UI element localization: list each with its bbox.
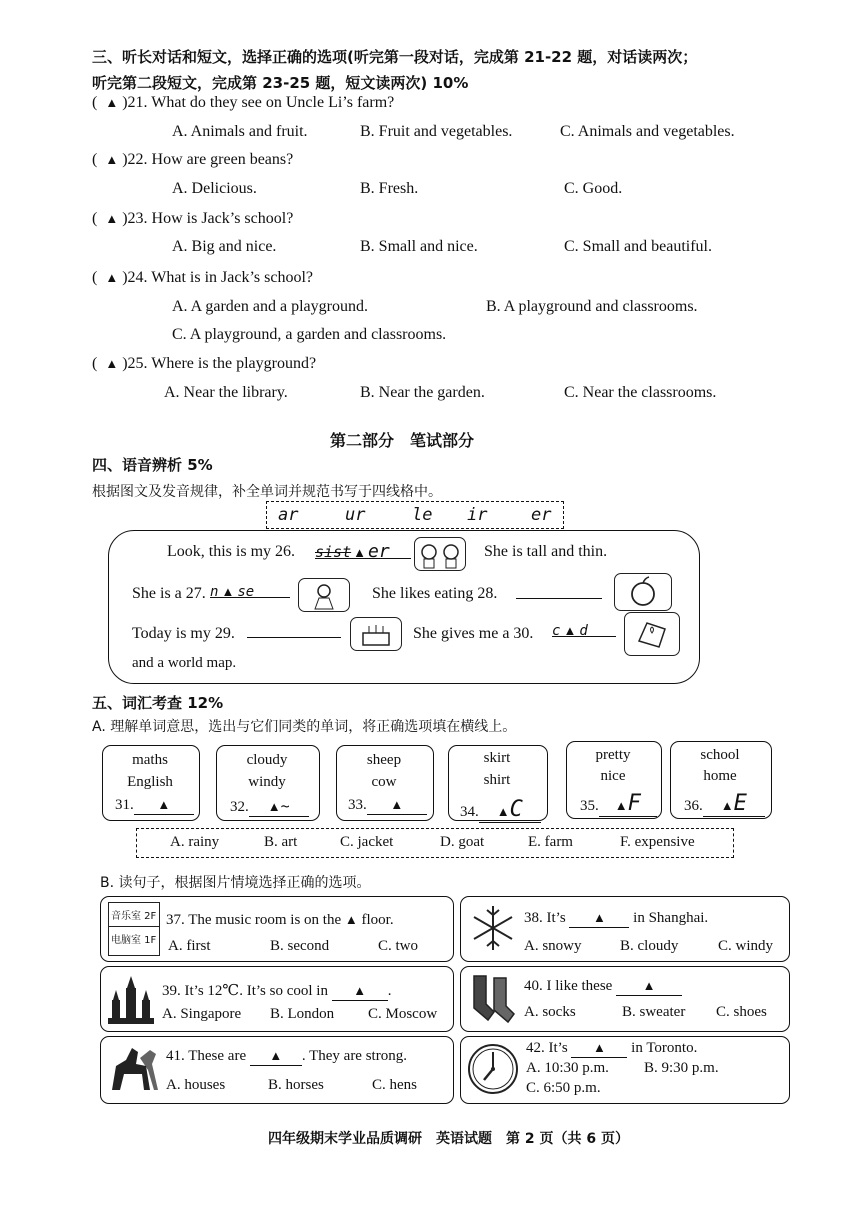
section5-title: 五、词汇考查 12%	[92, 694, 224, 712]
letter-group-ur: ur	[345, 505, 366, 525]
clock-icon	[464, 1040, 522, 1103]
option-d-goat: D. goat	[440, 834, 485, 850]
section4-title: 四、语音辨析 5%	[92, 456, 213, 474]
option-22b: B. Fresh.	[360, 180, 419, 197]
story-line-27: She is a 27.	[132, 585, 206, 602]
socks-icon	[466, 970, 520, 1031]
card-picture-icon	[624, 612, 680, 656]
question-22: ( ▲ )22. How are green beans?	[92, 151, 294, 168]
answer-mark[interactable]: ▲	[105, 152, 119, 167]
answer-mark[interactable]: ▲	[105, 211, 119, 226]
option-21c: C. Animals and vegetables.	[560, 123, 735, 140]
option-21a: A. Animals and fruit.	[172, 123, 308, 140]
item-40-question: 40. I like these ▲	[524, 978, 682, 996]
section3-title-line2: 听完第二段短文，完成第 23-25 题，短文读两次) 10%	[92, 74, 469, 92]
kremlin-icon	[104, 970, 158, 1033]
part-b-instruction: B. 读句子，根据图片情境选择正确的选项。	[100, 875, 371, 891]
option-24b: B. A playground and classrooms.	[486, 298, 698, 315]
item-41-question: 41. These are ▲ . They are strong.	[166, 1048, 407, 1064]
question-23: ( ▲ )23. How is Jack’s school?	[92, 210, 294, 227]
option-25b: B. Near the garden.	[360, 384, 485, 401]
option-25c: C. Near the classrooms.	[564, 384, 717, 401]
item-42-opt-c: C. 6:50 p.m.	[526, 1080, 601, 1096]
option-23b: B. Small and nice.	[360, 238, 478, 255]
letter-group-er: er	[531, 505, 552, 525]
item-41-opt-c: C. hens	[372, 1077, 417, 1093]
letter-group-le: le	[412, 505, 433, 525]
blank-26[interactable]: sist ▲ er	[315, 541, 411, 559]
room-sign-icon: 音乐室 2F 电脑室 1F	[108, 902, 160, 956]
blank-30[interactable]: c ▲ d	[552, 622, 616, 637]
blank-29[interactable]	[247, 637, 341, 638]
part-a-instruction: A. 理解单词意思，选出与它们同类的单词，将正确选项填在横线上。	[92, 719, 517, 735]
story-line-26-end: She is tall and thin.	[484, 543, 608, 560]
item-40-opt-a: A. socks	[524, 1004, 576, 1020]
answer-35[interactable]: 35. ▲F	[580, 791, 657, 817]
option-23a: A. Big and nice.	[172, 238, 277, 255]
item-37-opt-b: B. second	[270, 938, 330, 954]
snowflake-icon	[466, 902, 520, 959]
option-b-art: B. art	[264, 834, 298, 850]
story-line-30: She gives me a 30.	[413, 625, 534, 642]
item-38-question: 38. It’s ▲ in Shanghai.	[524, 910, 709, 926]
item-42-opt-a: A. 10:30 p.m.	[526, 1060, 609, 1076]
answer-mark[interactable]: ▲	[105, 356, 119, 371]
word-group-32-w2: windy	[248, 774, 286, 790]
blank-28[interactable]	[516, 598, 602, 599]
item-39-opt-b: B. London	[270, 1006, 335, 1022]
page-footer: 四年级期末学业品质调研 英语试题 第 2 页（共 6 页）	[268, 1131, 629, 1147]
item-38-opt-b: B. cloudy	[620, 938, 679, 954]
word-group-35-w1: pretty	[595, 747, 631, 763]
word-group-36-w1: school	[700, 747, 740, 763]
letter-group-ir: ir	[467, 505, 488, 525]
option-e-farm: E. farm	[528, 834, 573, 850]
option-25a: A. Near the library.	[164, 384, 288, 401]
blank-27[interactable]: n ▲ se	[210, 583, 290, 598]
word-group-34-w1: skirt	[483, 750, 511, 766]
option-c-jacket: C. jacket	[340, 834, 394, 850]
answer-33[interactable]: 33. ▲	[348, 797, 427, 815]
item-39-opt-c: C. Moscow	[368, 1006, 438, 1022]
word-group-35-w2: nice	[600, 768, 626, 784]
word-group-36-w2: home	[703, 768, 737, 784]
question-25: ( ▲ )25. Where is the playground?	[92, 355, 317, 372]
story-line-26: Look, this is my 26.	[167, 543, 296, 560]
word-group-31-w2: English	[127, 774, 173, 790]
item-41-opt-b: B. horses	[268, 1077, 324, 1093]
section4-instruction: 根据图文及发音规律，补全单词并规范书写于四线格中。	[92, 484, 442, 500]
option-21b: B. Fruit and vegetables.	[360, 123, 513, 140]
story-line-29: Today is my 29.	[132, 625, 235, 642]
item-37-question: 37. The music room is on the ▲ floor.	[166, 912, 394, 928]
answer-mark[interactable]: ▲	[105, 270, 119, 285]
answer-36[interactable]: 36. ▲E	[684, 791, 765, 817]
letter-group-ar: ar	[278, 505, 299, 525]
question-21: ( ▲ )21. What do they see on Uncle Li’s farm?	[92, 94, 395, 111]
answer-34[interactable]: 34. ▲C	[460, 797, 541, 823]
item-41-opt-a: A. houses	[166, 1077, 226, 1093]
answer-32[interactable]: 32. ▲~	[230, 797, 309, 817]
option-23c: C. Small and beautiful.	[564, 238, 712, 255]
item-42-question: 42. It’s ▲ in Toronto.	[526, 1040, 698, 1056]
word-group-33-w2: cow	[371, 774, 397, 790]
item-39-question: 39. It’s 12℃. It’s so cool in ▲ .	[162, 983, 392, 999]
word-group-34-w2: shirt	[483, 772, 511, 788]
word-group-31-w1: maths	[132, 752, 168, 768]
word-group-32-w1: cloudy	[246, 752, 288, 768]
sister-picture-icon	[414, 537, 466, 571]
question-24: ( ▲ )24. What is in Jack’s school?	[92, 269, 313, 286]
option-22c: C. Good.	[564, 180, 623, 197]
word-group-33-w1: sheep	[366, 752, 402, 768]
story-last-line: and a world map.	[132, 655, 237, 671]
item-38-opt-a: A. snowy	[524, 938, 582, 954]
part2-title: 第二部分 笔试部分	[330, 431, 475, 450]
item-37-opt-c: C. two	[378, 938, 419, 954]
answer-31[interactable]: 31. ▲	[115, 797, 194, 815]
option-24a: A. A garden and a playground.	[172, 298, 368, 315]
item-39-opt-a: A. Singapore	[162, 1006, 242, 1022]
option-a-rainy: A. rainy	[170, 834, 220, 850]
story-line-28: She likes eating 28.	[372, 585, 498, 602]
answer-mark[interactable]: ▲	[105, 95, 119, 110]
option-22a: A. Delicious.	[172, 180, 257, 197]
horses-icon	[106, 1040, 164, 1103]
nurse-picture-icon	[298, 578, 350, 612]
item-42-opt-b: B. 9:30 p.m.	[644, 1060, 719, 1076]
option-24c: C. A playground, a garden and classrooms.	[172, 326, 447, 343]
option-f-expensive: F. expensive	[620, 834, 695, 850]
item-37-opt-a: A. first	[168, 938, 211, 954]
item-40-opt-c: C. shoes	[716, 1004, 767, 1020]
item-38-opt-c: C. windy	[718, 938, 774, 954]
birthday-cake-icon	[350, 617, 402, 651]
item-40-opt-b: B. sweater	[622, 1004, 686, 1020]
apple-picture-icon	[614, 573, 672, 611]
section3-title-line1: 三、听长对话和短文，选择正确的选项(听完第一段对话，完成第 21-22 题，对话读两次；	[92, 48, 698, 66]
